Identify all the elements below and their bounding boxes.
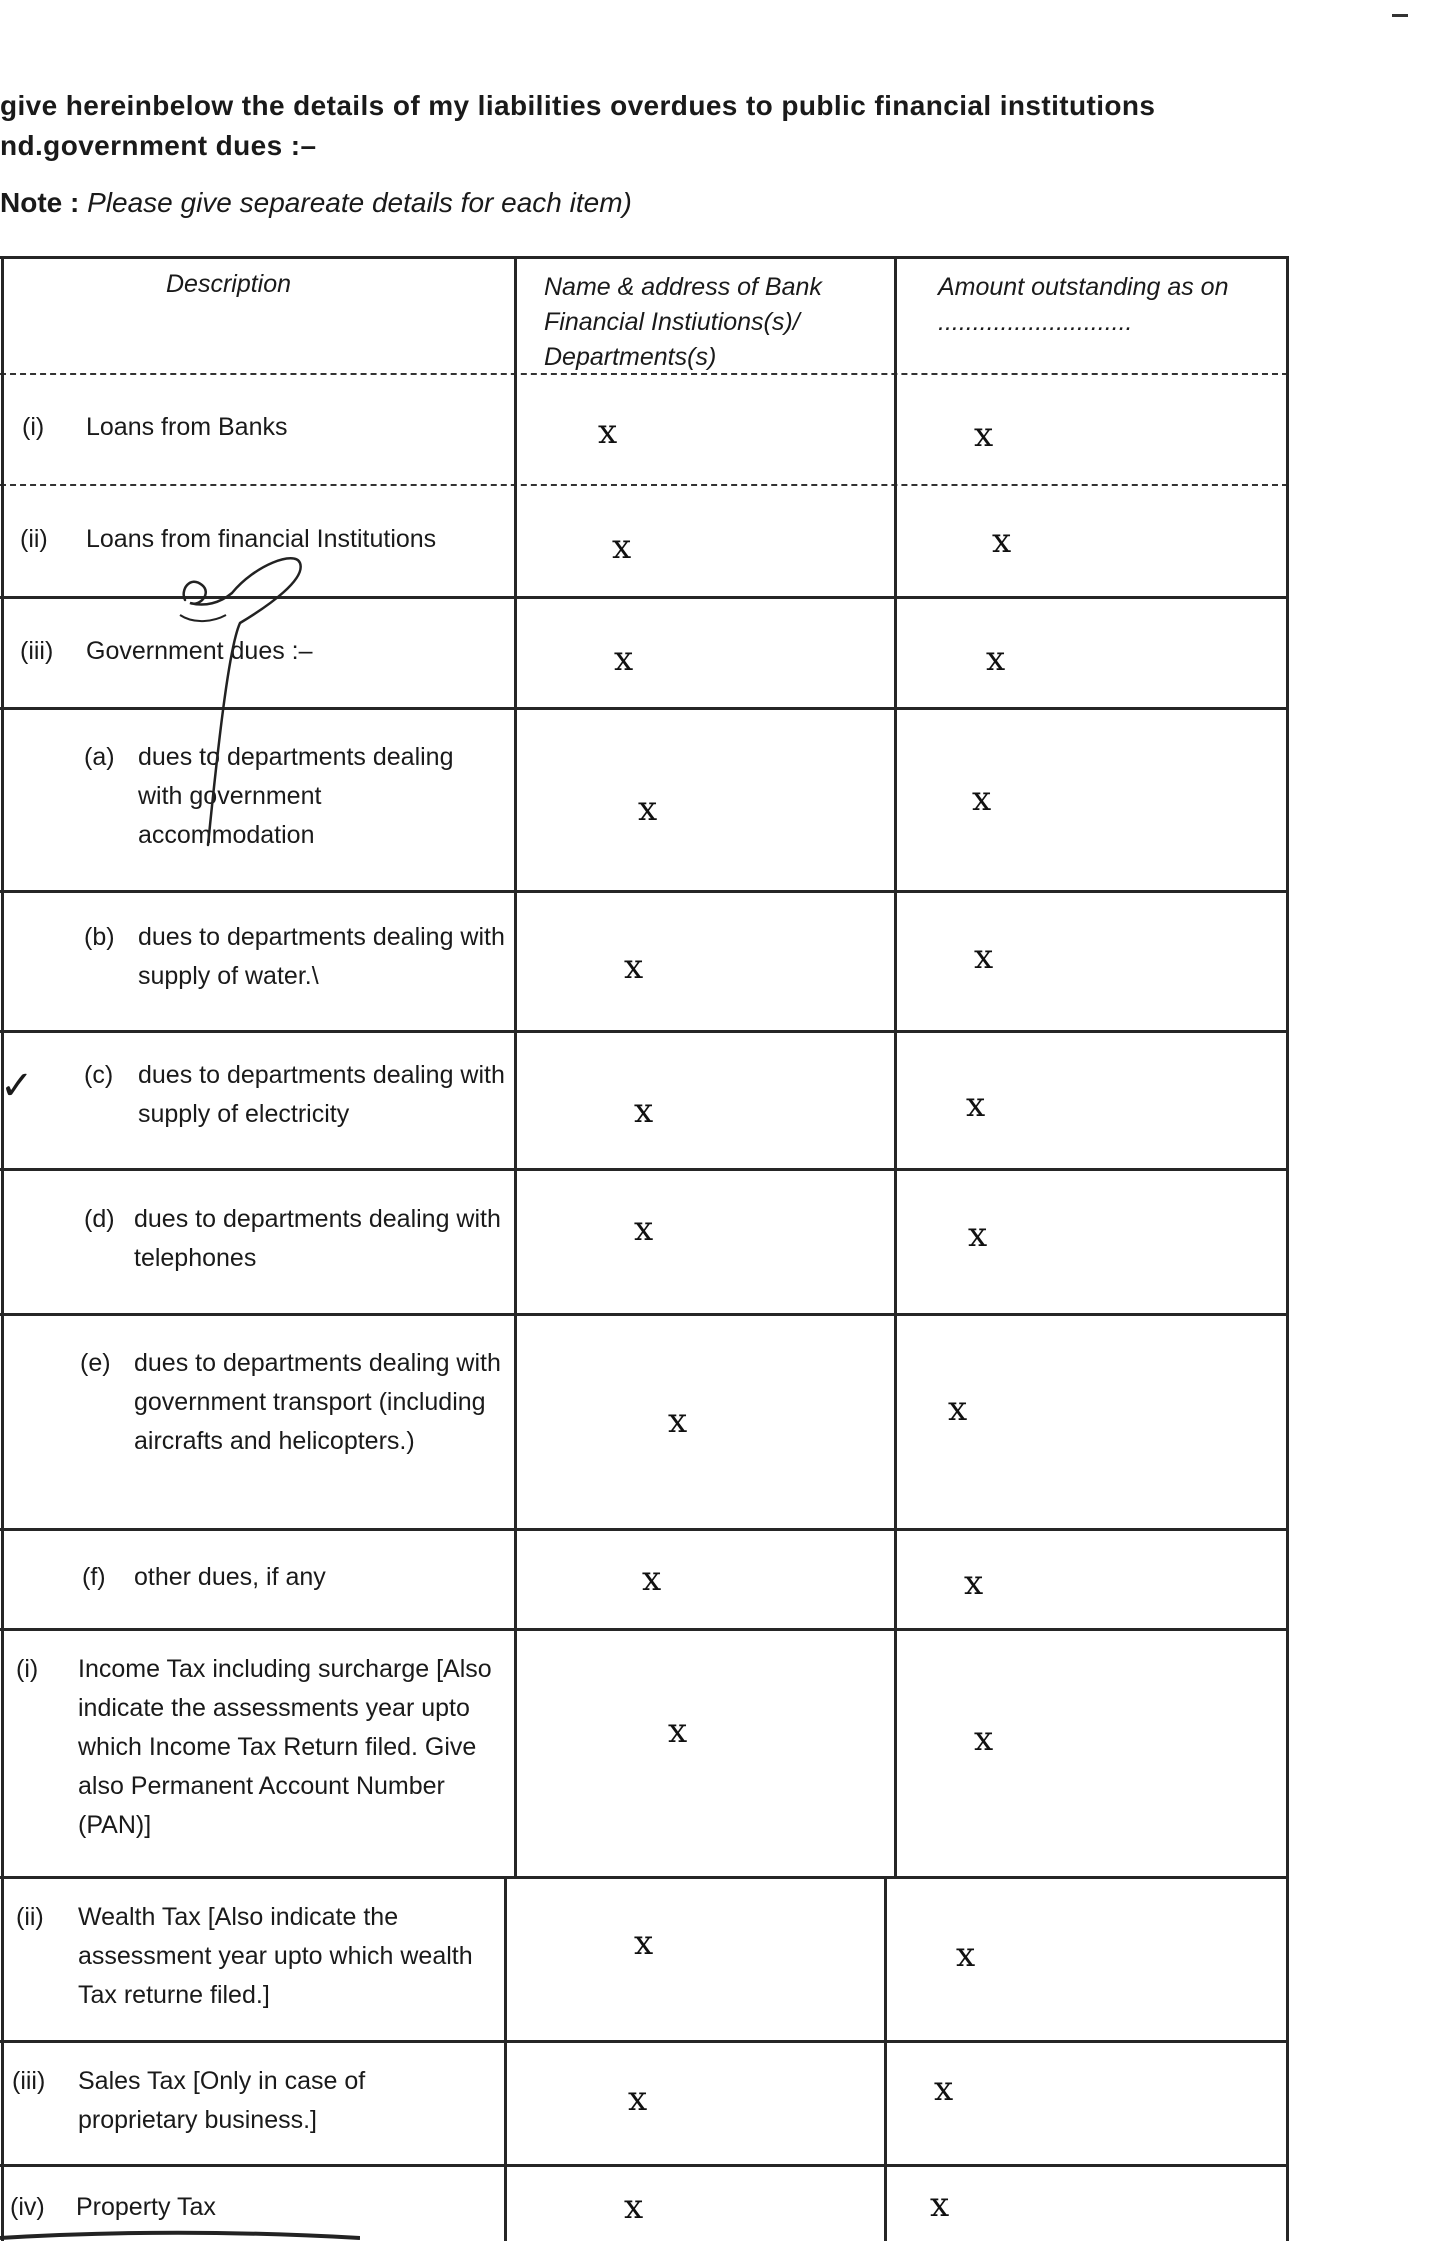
row-divider xyxy=(0,2164,1288,2167)
cross-mark: x xyxy=(598,412,618,452)
header-description: Description xyxy=(166,270,292,298)
row-number: (i) xyxy=(16,1655,39,1683)
row-description: Sales Tax [Only in case of proprietary business.] xyxy=(78,2067,366,2134)
pen-underline xyxy=(0,2226,360,2240)
row-description: dues to departments dealing with supply of electricity xyxy=(138,1061,505,1128)
row-divider xyxy=(0,890,1288,893)
cross-mark: x xyxy=(628,2079,648,2119)
note-line xyxy=(0,183,632,223)
cross-mark: x xyxy=(974,415,994,455)
row-divider xyxy=(0,2040,1288,2043)
row-number: (a) xyxy=(84,743,115,771)
cross-mark: x xyxy=(948,1389,968,1429)
row-description: Loans from Banks xyxy=(86,413,288,441)
table-top-border xyxy=(0,256,1288,259)
header-name-address: Name & address of Bank Financial Instiutions(s)/ Departments(s) xyxy=(544,273,822,371)
row-divider xyxy=(0,1528,1288,1531)
cross-mark: x xyxy=(634,1923,654,1963)
row-number: (iii) xyxy=(20,637,54,665)
row-number: (i) xyxy=(22,413,45,441)
column-divider xyxy=(504,1876,507,2241)
row-description: Government dues :– xyxy=(86,637,313,665)
intro-text: give hereinbelow the details of my liabilities overdues to public financial institutions nd.government dues :– xyxy=(0,90,1156,161)
row-number: (iv) xyxy=(10,2193,45,2221)
row-divider xyxy=(0,1628,1288,1631)
row-description: other dues, if any xyxy=(134,1563,326,1591)
table-right-border xyxy=(1286,256,1289,2241)
cross-mark: x xyxy=(638,789,658,829)
cross-mark: x xyxy=(612,527,632,567)
row-number: (iii) xyxy=(12,2067,46,2095)
handwritten-signature xyxy=(160,545,320,865)
row-description: Property Tax xyxy=(76,2193,216,2221)
row-description: dues to departments dealing with telephones xyxy=(134,1205,501,1272)
row-number: (ii) xyxy=(20,525,48,553)
cross-mark: x xyxy=(930,2185,950,2225)
cross-mark: x xyxy=(972,779,992,819)
column-divider xyxy=(884,1876,887,2241)
row-number: (b) xyxy=(84,923,115,951)
cross-mark: x xyxy=(642,1559,662,1599)
cross-mark: x xyxy=(966,1085,986,1125)
edge-dash xyxy=(1392,14,1408,17)
cross-mark: x xyxy=(614,639,634,679)
cross-mark: x xyxy=(668,1711,688,1751)
cross-mark: x xyxy=(974,937,994,977)
row-number: (e) xyxy=(80,1349,111,1377)
table-left-border xyxy=(1,256,4,2241)
row-description: dues to departments dealing with supply of water.\ xyxy=(138,923,505,990)
row-description: Income Tax including surcharge [Also indicate the assessments year upto which Income Tax Return filed. Give also Permanent Account Number (PAN)] xyxy=(78,1655,492,1839)
cross-mark: x xyxy=(634,1209,654,1249)
row-divider xyxy=(0,1168,1288,1171)
cross-mark: x xyxy=(986,639,1006,679)
column-divider xyxy=(514,256,517,1876)
row-number: (c) xyxy=(84,1061,114,1089)
cross-mark: x xyxy=(968,1215,988,1255)
cross-mark: x xyxy=(624,947,644,987)
cross-mark: x xyxy=(974,1719,994,1759)
row-divider xyxy=(0,1030,1288,1033)
cross-mark: x xyxy=(624,2187,644,2227)
row-divider xyxy=(0,1313,1288,1316)
note-text: Please give separeate details for each item) xyxy=(87,187,632,218)
row-number: (d) xyxy=(84,1205,115,1233)
column-divider xyxy=(894,256,897,1876)
row-divider xyxy=(0,484,1288,486)
cross-mark: x xyxy=(956,1935,976,1975)
row-description: Loans from financial Institutions xyxy=(86,525,437,553)
cross-mark: x xyxy=(934,2069,954,2109)
row-divider xyxy=(0,1876,1288,1879)
cross-mark: x xyxy=(964,1563,984,1603)
row-description: Wealth Tax [Also indicate the assessment year upto which wealth Tax returne filed.] xyxy=(78,1903,473,2009)
row-description: dues to departments dealing with government transport (including aircrafts and helicopters.) xyxy=(134,1349,501,1455)
cross-mark: x xyxy=(634,1091,654,1131)
note-label: Note : xyxy=(0,187,80,218)
cross-mark: x xyxy=(668,1401,688,1441)
row-number: (f) xyxy=(82,1563,106,1591)
check-tick-mark: ✓ xyxy=(0,1064,34,1108)
row-number: (ii) xyxy=(16,1903,44,1931)
cross-mark: x xyxy=(992,521,1012,561)
header-amount: Amount outstanding as on ............................ xyxy=(938,273,1229,336)
row-description: dues to departments dealing with government accommodation xyxy=(138,743,454,849)
